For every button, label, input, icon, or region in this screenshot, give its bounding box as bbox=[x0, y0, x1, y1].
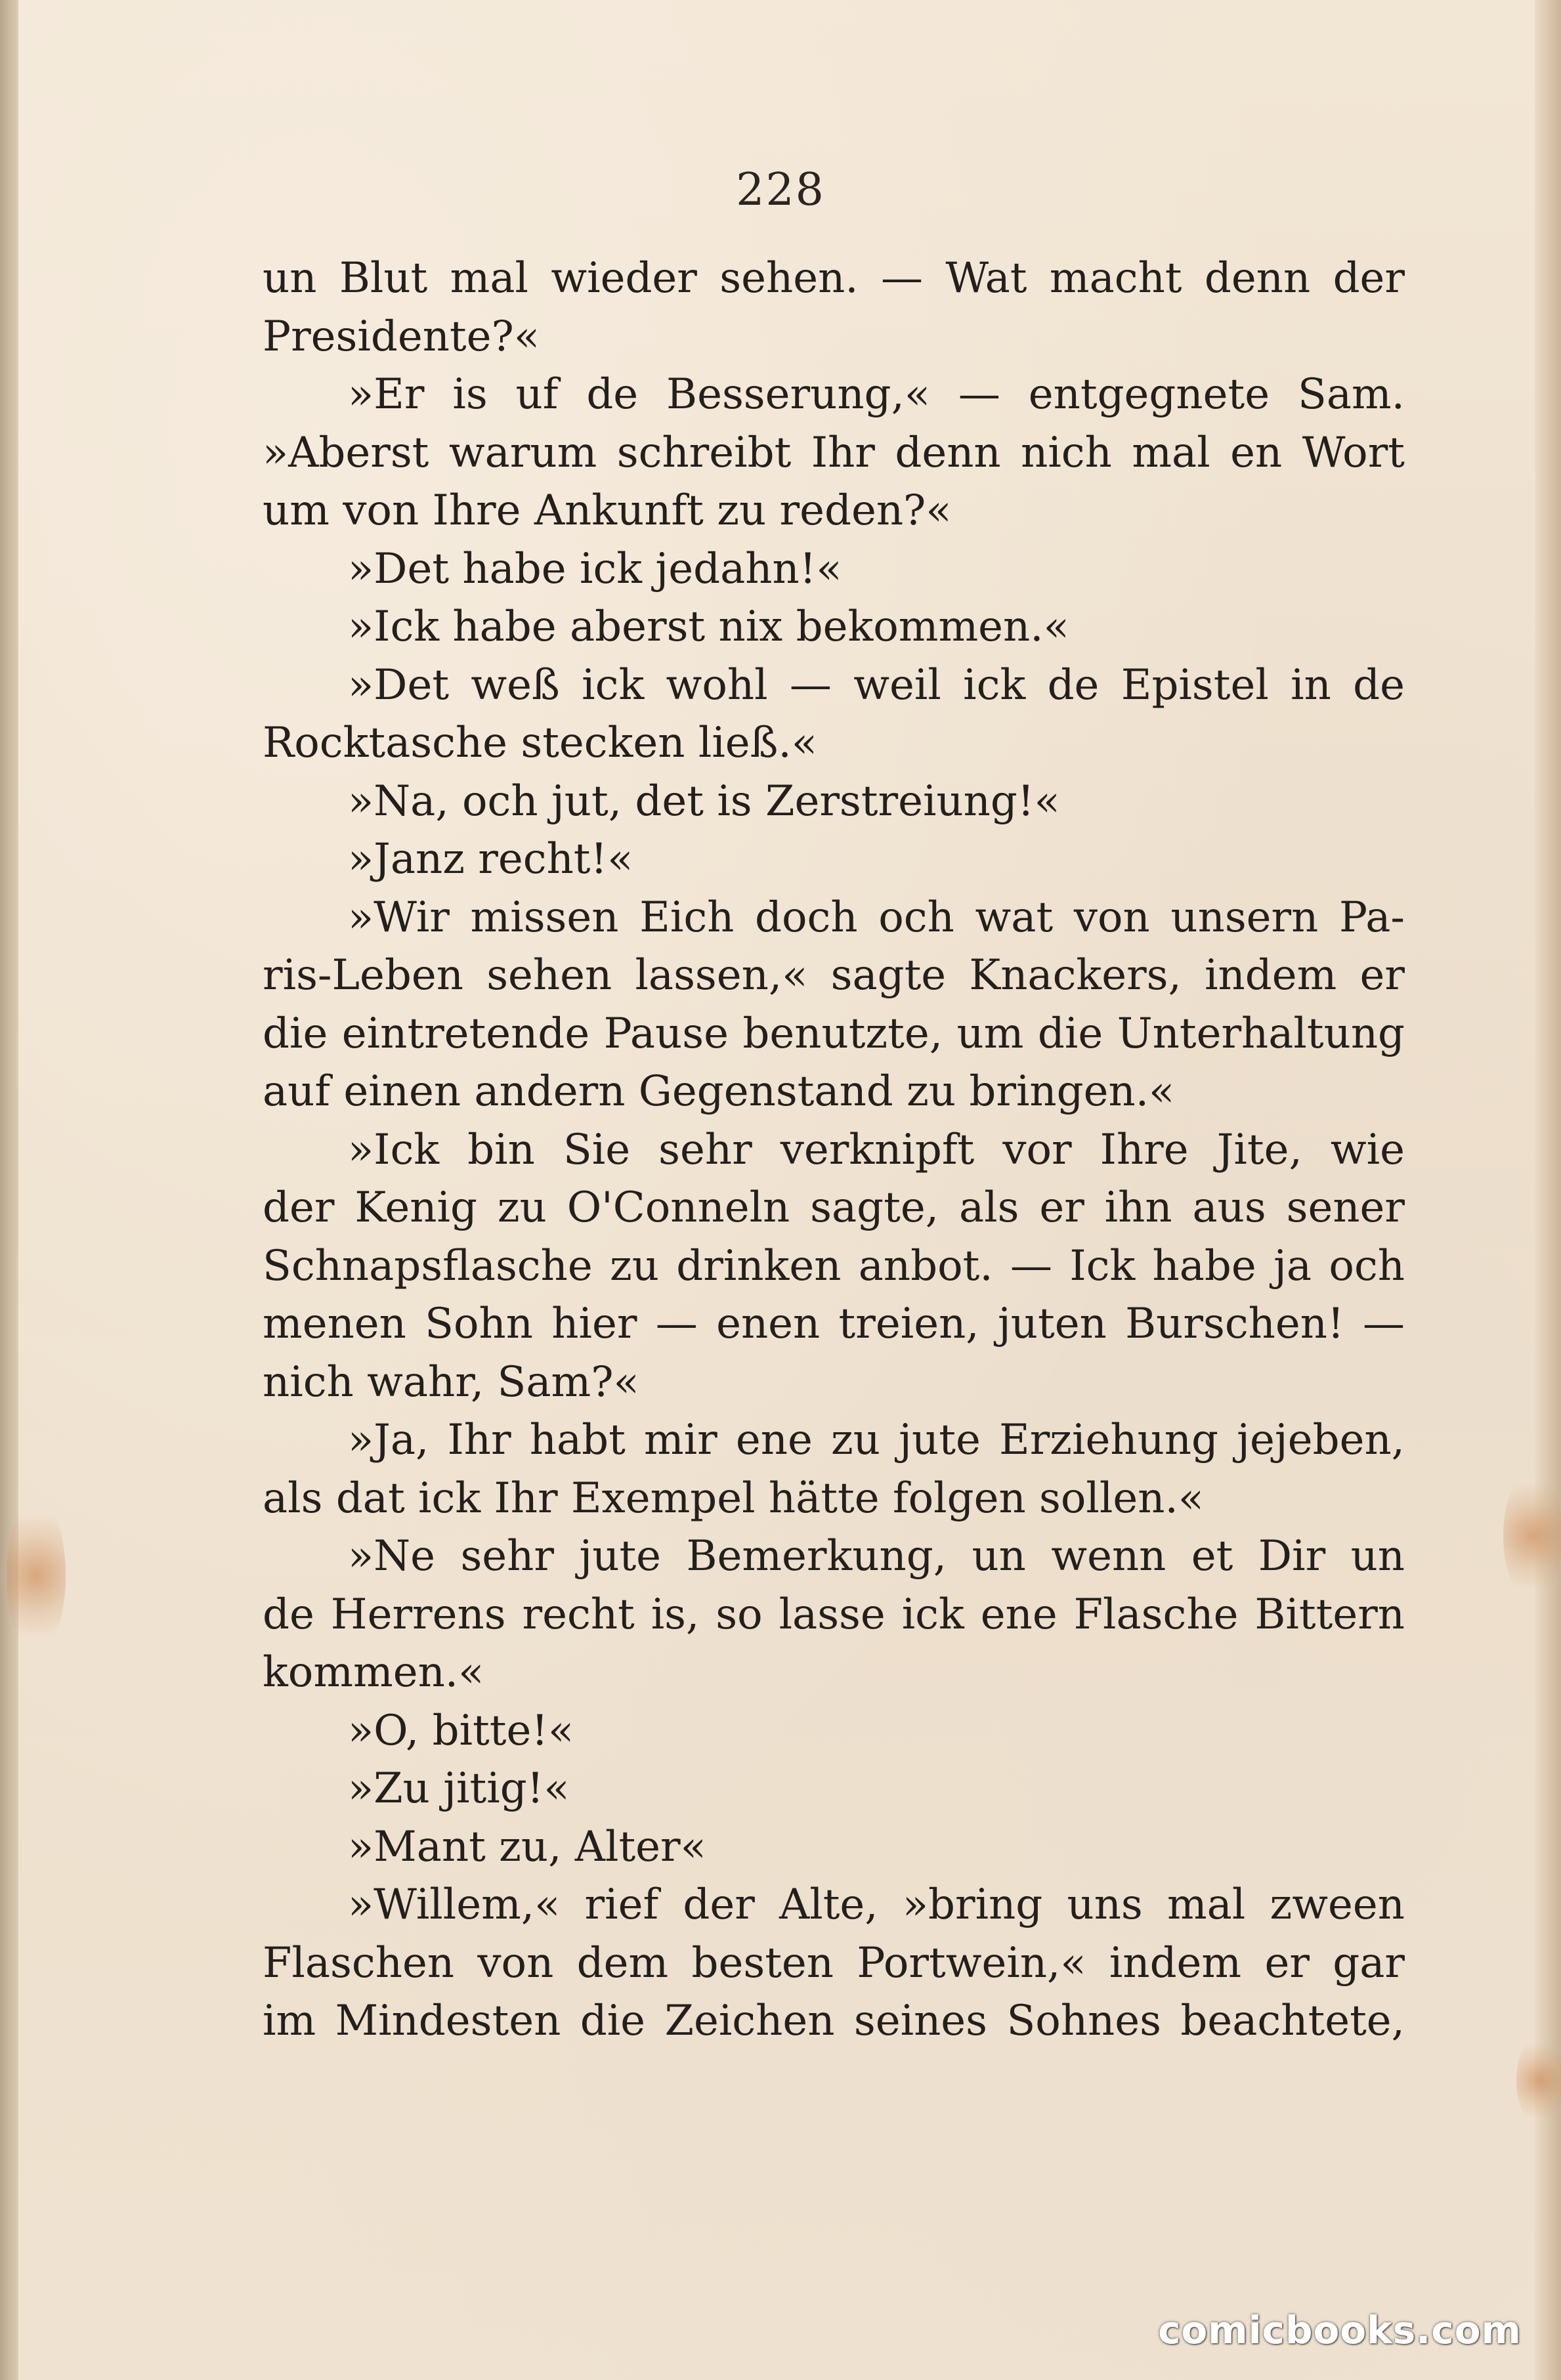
page-number: 228 bbox=[736, 164, 825, 216]
text-line: um von Ihre Ankunft zu reden?« bbox=[263, 486, 952, 535]
text-line: die eintretende Pause benutzte, um die Unterhaltung bbox=[263, 1009, 1405, 1058]
text-line: »Aberst warum schreibt Ihr denn nich mal en Wort bbox=[263, 428, 1405, 477]
text-line: »Det weß ick wohl — weil ick de Epistel in de bbox=[348, 660, 1405, 710]
text-line: »Zu jitig!« bbox=[348, 1764, 570, 1813]
text-line: un Blut mal wieder sehen. — Wat macht denn der bbox=[263, 254, 1405, 303]
text-line: »Ja, Ihr habt mir ene zu jute Erziehung jejeben, bbox=[348, 1416, 1405, 1464]
text-line: Schnapsflasche zu drinken anbot. — Ick habe ja och bbox=[263, 1241, 1405, 1290]
text-line: menen Sohn hier — enen treien, juten Burschen! — bbox=[263, 1300, 1405, 1348]
text-line: im Mindesten die Zeichen seines Sohnes beachtete, bbox=[263, 1997, 1405, 2045]
text-line: »Wir missen Eich doch och wat von unsern Pa- bbox=[348, 893, 1405, 942]
text-line: Presidente?« bbox=[263, 312, 540, 361]
text-line: »Mant zu, Alter« bbox=[348, 1822, 706, 1871]
text-line: der Kenig zu O'Conneln sagte, als er ihn aus sener bbox=[263, 1183, 1405, 1232]
text-line: kommen.« bbox=[263, 1648, 484, 1697]
text-line: »Na, och jut, det is Zerstreiung!« bbox=[348, 776, 1060, 826]
foxing-stain bbox=[1516, 2035, 1561, 2127]
text-line: ris-Leben sehen lassen,« sagte Knackers, indem er bbox=[263, 951, 1405, 1000]
text-line: »Willem,« rief der Alte, »bring uns mal zween bbox=[348, 1881, 1405, 1929]
text-line: als dat ick Ihr Exempel hätte folgen sollen.« bbox=[263, 1474, 1204, 1523]
page-left-edge bbox=[0, 0, 18, 2380]
text-line: »Er is uf de Besserung,« — entgegnete Sam. bbox=[348, 370, 1405, 419]
watermark-text: comicbooks.com bbox=[1158, 2308, 1522, 2352]
text-line: Flaschen von dem besten Portwein,« indem er gar bbox=[263, 1938, 1405, 1987]
text-line: Rocktasche stecken ließ.« bbox=[263, 719, 817, 767]
foxing-stain bbox=[7, 1497, 66, 1654]
text-line: »Janz recht!« bbox=[348, 835, 633, 883]
page-right-edge bbox=[1535, 0, 1561, 2380]
text-line: »Det habe ick jedahn!« bbox=[348, 544, 842, 593]
text-line: »Ne sehr jute Bemerkung, un wenn et Dir un bbox=[348, 1532, 1405, 1581]
text-line: nich wahr, Sam?« bbox=[263, 1357, 639, 1407]
text-line: »O, bitte!« bbox=[348, 1706, 574, 1755]
text-line: auf einen andern Gegenstand zu bringen.« bbox=[263, 1067, 1175, 1116]
text-line: de Herrens recht is, so lasse ick ene Flasche Bittern bbox=[263, 1590, 1405, 1639]
body-text bbox=[263, 249, 1405, 2051]
text-line: »Ick habe aberst nix bekommen.« bbox=[348, 603, 1069, 651]
foxing-stain bbox=[1503, 1470, 1561, 1602]
text-line: »Ick bin Sie sehr verknipft vor Ihre Jite, wie bbox=[348, 1125, 1405, 1174]
